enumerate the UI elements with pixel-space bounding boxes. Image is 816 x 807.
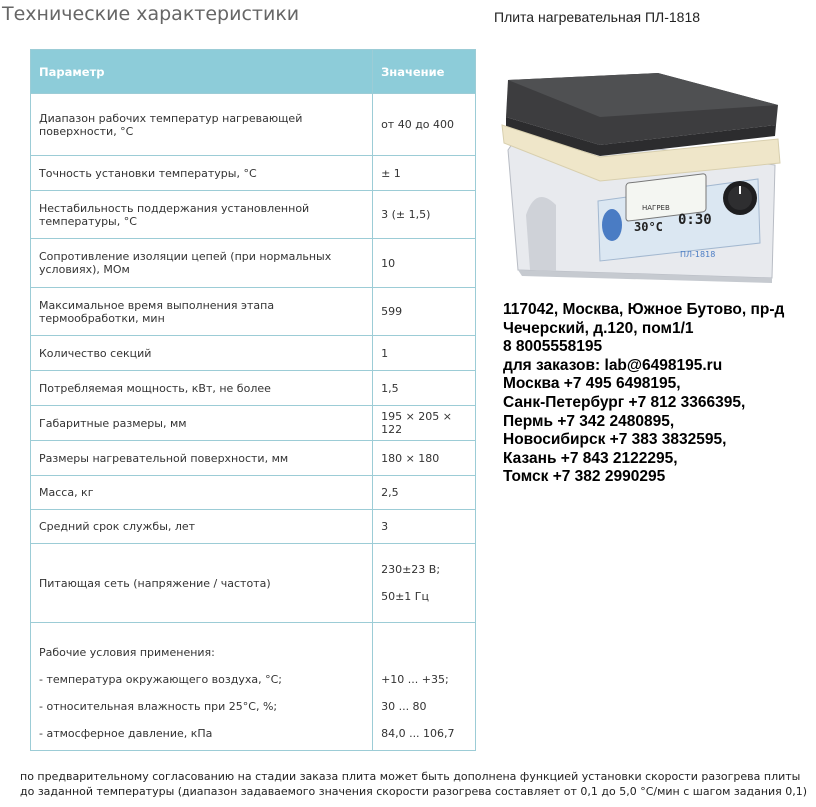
table-row [31,239,476,288]
table-header-row [31,50,476,94]
hotplate-image [490,35,790,295]
value-cell: 180 × 180 [373,441,476,476]
param-cell: Размеры нагревательной поверхности, мм [31,441,373,476]
table-row [31,288,476,336]
value-cell: 3 [373,510,476,544]
display-time: 0:30 [678,212,712,228]
param-cell: Точность установки температуры, °С [31,156,373,191]
contact-tomsk: Томск +7 382 2990295 [503,468,666,486]
condition-value: 30 ... 80 [381,699,427,713]
param-cell: Масса, кг [31,476,373,510]
table-row [31,371,476,406]
contact-address-line-1: 117042, Москва, Южное Бутово, пр-д [503,301,785,318]
contact-novosibirsk: Новосибирск +7 383 3832595, [503,431,727,449]
param-cell: Питающая сеть (напряжение / частота) [31,544,373,623]
condition-item: - атмосферное давление, кПа [39,726,213,740]
table-row [31,476,476,510]
param-cell: Габаритные размеры, мм [31,406,373,441]
value-cell: 10 [373,239,476,288]
param-cell: Максимальное время выполнения этапа термообработки, мин [31,288,373,336]
param-cell: Средний срок службы, лет [31,510,373,544]
value-line: 50±1 Гц [381,590,429,603]
contact-email: для заказов: lab@6498195.ru [503,356,723,374]
conditions-heading: Рабочие условия применения: [39,645,215,659]
condition-item: - относительная влажность при 25°С, %; [39,699,278,713]
page-title: Технические характеристики [2,3,300,25]
param-cell: Нестабильность поддержания установленной температуры, °С [31,191,373,239]
table-row [31,441,476,476]
header-value: Значение [373,50,476,94]
table-row [31,336,476,371]
value-cell: от 40 до 400 [373,94,476,156]
table-row [31,510,476,544]
table-row [31,406,476,441]
contact-spb: Санк-Петербург +7 812 3366395, [503,393,746,411]
condition-value: +10 ... +35; [381,672,449,686]
table-row [31,94,476,156]
specs-table [30,49,476,751]
device-brand-label: ПЛ-1818 [680,250,716,259]
param-cell: Диапазон рабочих температур нагревающей поверхности, °С [31,94,373,156]
table-row-power [31,544,476,623]
value-cell: 1,5 [373,371,476,406]
value-cell: 2,5 [373,476,476,510]
condition-item: - температура окружающего воздуха, °С; [39,672,282,686]
footnote: по предварительному согласованию на стадии заказа плита может быть дополнена функцией установки скорости разогрева плиты до заданной температуры (диапазон задаваемого значения скорости разогрева составляет от 0,1 до 5,0 °С/мин с шагом задания 0,1) [20,770,808,798]
value-cell: 599 [373,288,476,336]
param-cell: Потребляемая мощность, кВт, не более [31,371,373,406]
header-param: Параметр [31,50,373,94]
contact-kazan: Казань +7 843 2122295, [503,449,678,467]
value-cell: ± 1 [373,156,476,191]
value-line: 230±23 В; [381,563,441,576]
value-cell [373,623,476,751]
product-title: Плита нагревательная ПЛ-1818 [494,9,701,25]
table-row-conditions [31,623,476,751]
value-cell: 195 × 205 × 122 [373,406,476,441]
param-cell: Сопротивление изоляции цепей (при нормальных условиях), МОм [31,239,373,288]
param-cell [31,623,373,751]
value-cell: 3 (± 1,5) [373,191,476,239]
display-label: НАГРЕВ [642,204,670,212]
param-cell: Количество секций [31,336,373,371]
contact-block [503,301,784,487]
value-cell [373,544,476,623]
contact-phone: 8 8005558195 [503,338,603,356]
value-cell: 1 [373,336,476,371]
display-temp: 30°С [634,220,663,234]
contact-perm: Пермь +7 342 2480895, [503,412,675,430]
table-row [31,191,476,239]
table-row [31,156,476,191]
contact-moscow: Москва +7 495 6498195, [503,375,681,393]
contact-address-line-2: Чечерский, д.120, пом1/1 [503,319,694,337]
condition-value: 84,0 ... 106,7 [381,726,455,740]
